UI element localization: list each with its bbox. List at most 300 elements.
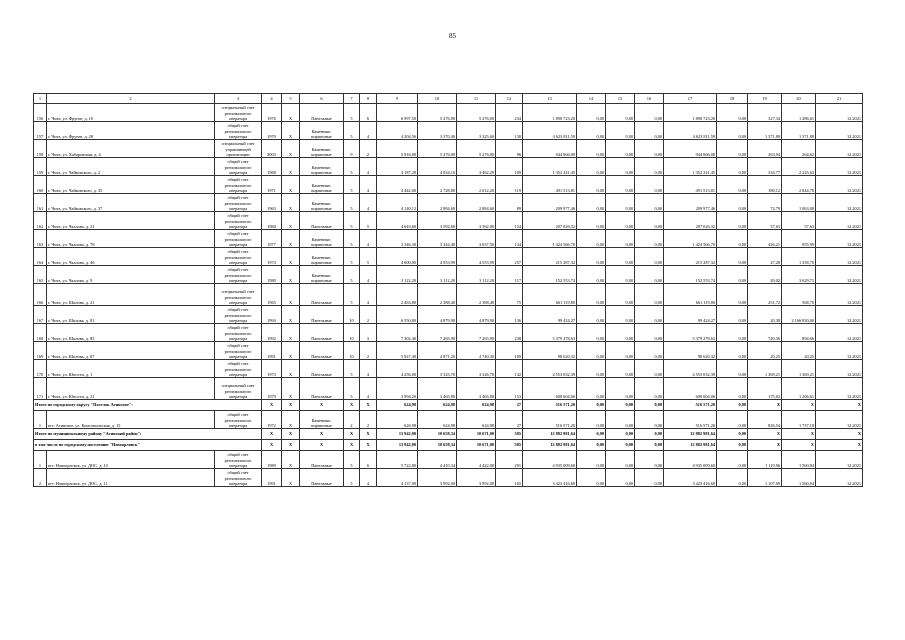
table-cell: 1980 (262, 266, 282, 284)
table-cell: 4 137,09 (377, 469, 418, 487)
table-cell: 136 (496, 306, 523, 324)
subtotal-cell: 12 882 981,64 (664, 440, 717, 451)
table-cell: 1 369,21 (782, 360, 816, 378)
table-cell: 4 879,90 (457, 306, 496, 324)
table-cell: 238 (496, 324, 523, 342)
table-cell: пгт. Новоорловск, ул. ДОС, д. 11 (47, 469, 215, 487)
table-cell: 20,25 (748, 342, 782, 360)
subtotal-cell: X (344, 440, 360, 451)
table-cell: 1984 (262, 212, 282, 230)
column-number-cell: 21 (816, 94, 863, 104)
subtotal-cell: 505 (496, 429, 523, 440)
column-number-cell: 19 (748, 94, 782, 104)
table-cell: 3 370,40 (418, 122, 457, 140)
table-cell: X (282, 284, 300, 306)
table-cell: 2 225,63 (782, 158, 816, 176)
table-cell: 109 (496, 158, 523, 176)
table-cell: 3 465,80 (418, 378, 457, 400)
table-cell: 3 465,80 (457, 378, 496, 400)
subtotal-cell: X (748, 440, 782, 451)
table-cell: 12.2021 (816, 158, 863, 176)
subtotal-cell: X (816, 400, 863, 411)
table-cell: 944 066,00 (664, 140, 717, 158)
table-cell: 0,00 (577, 342, 606, 360)
table-cell: Каменные, кирпичные (300, 194, 344, 212)
table-cell: 1968 (262, 158, 282, 176)
table-cell: 72,79 (748, 194, 782, 212)
table-cell: 5 (344, 194, 360, 212)
table-cell: 0,00 (717, 194, 748, 212)
table-cell: 207 026,32 (664, 212, 717, 230)
table-cell: 826,54 (748, 411, 782, 429)
table-cell: 0,00 (717, 284, 748, 306)
column-number-cell: 8 (360, 94, 377, 104)
table-cell: 6 (360, 451, 377, 469)
subtotal-cell: X (344, 400, 360, 411)
table-cell: 3 629,71 (782, 266, 816, 284)
table-cell: 1991 (262, 342, 282, 360)
table-cell: 0,00 (635, 324, 664, 342)
table-cell: г. Чита, ул. Фрунзе, д. 10 (47, 104, 215, 122)
subtotal-cell: X (360, 429, 377, 440)
table-cell: 10 (344, 306, 360, 324)
table-cell: общий счет регионального оператора (215, 360, 262, 378)
table-cell: 1994 (262, 306, 282, 324)
table-cell: г. Чита, ул. Чайковского, д. 2 (47, 158, 215, 176)
table-cell: 4 (360, 378, 377, 400)
table-cell: 3 346,30 (377, 230, 418, 248)
table-cell: г. Чита, ул. Чкалова, д. 46 (47, 248, 215, 266)
table-cell: 0,00 (577, 158, 606, 176)
table-cell: 1974 (262, 248, 282, 266)
table-cell: 2 884,60 (457, 194, 496, 212)
table-cell: 327,34 (748, 104, 782, 122)
table-row (34, 230, 863, 248)
table-cell: 0,00 (717, 230, 748, 248)
table-cell: 27 (496, 411, 523, 429)
table-cell: 1970 (262, 122, 282, 140)
table-cell: 3 462,29 (457, 158, 496, 176)
table-cell: 2003 (262, 140, 282, 158)
subtotal-cell: 10 671,00 (457, 440, 496, 451)
table-cell: 4 600,00 (377, 248, 418, 266)
table-cell: 207 026,32 (523, 212, 577, 230)
subtotal-cell: X (816, 440, 863, 451)
table-cell: 167 (34, 306, 47, 324)
table-cell: 1 358,70 (782, 248, 816, 266)
table-cell: 0,00 (606, 266, 635, 284)
column-number-cell: 12 (496, 94, 523, 104)
table-cell: 661 119,80 (664, 284, 717, 306)
table-cell: 189 (496, 342, 523, 360)
table-cell: 5 927,40 (377, 342, 418, 360)
table-cell: 1 352 241,45 (664, 158, 717, 176)
table-cell: 0,00 (717, 411, 748, 429)
column-number-cell: 14 (577, 94, 606, 104)
table-cell: 3 325,60 (457, 122, 496, 140)
table-cell: 264,62 (782, 140, 816, 158)
table-cell: 5 (344, 469, 360, 487)
table-cell: 0,00 (577, 451, 606, 469)
table-cell: 894,66 (782, 324, 816, 342)
table-cell: 4 553,99 (457, 248, 496, 266)
table-cell: 5 (344, 248, 360, 266)
table-cell: 162 (34, 212, 47, 230)
table-cell: 0,00 (577, 122, 606, 140)
table-cell: Каменные, кирпичные (300, 230, 344, 248)
table-cell: специальный счет регионального оператора (215, 104, 262, 122)
table-cell: 0,00 (717, 306, 748, 324)
table-cell: 4 623 811,59 (523, 122, 577, 140)
table-cell: 89 (496, 194, 523, 212)
table-cell: 944 066,00 (523, 140, 577, 158)
table-cell: 47,28 (748, 248, 782, 266)
table-cell: 0,00 (635, 158, 664, 176)
table-cell: г. Чита, ул. Фрунзе, д. 28 (47, 122, 215, 140)
table-cell: г. Чита, ул. Шилова, д. 21 (47, 284, 215, 306)
column-number-cell: 3 (215, 94, 262, 104)
table-cell: 0,00 (635, 230, 664, 248)
table-cell: 1 107,09 (748, 469, 782, 487)
table-cell: 0,00 (635, 212, 664, 230)
table-cell: 0,00 (717, 342, 748, 360)
table-cell: 57,63 (748, 212, 782, 230)
table-cell: 5 (344, 158, 360, 176)
table-cell: 6 550,80 (377, 306, 418, 324)
subtotal-cell: X (300, 440, 344, 451)
table-cell: 12.2021 (816, 469, 863, 487)
table-cell: 49,02 (748, 266, 782, 284)
table-cell: общий счет регионального оператора (215, 451, 262, 469)
table-cell: 12.2021 (816, 122, 863, 140)
table-cell: специальный счет регионального оператора (215, 284, 262, 306)
table-cell: 12.2021 (816, 378, 863, 400)
table-cell: 1 369,21 (748, 360, 782, 378)
table-cell: 180,12 (748, 176, 782, 194)
table-cell: 1972 (262, 411, 282, 429)
table-cell: г. Чита, ул. Хабаровская, д. 4 (47, 140, 215, 158)
table-cell: 5 (344, 230, 360, 248)
table-cell: 0,00 (717, 104, 748, 122)
table-row (34, 306, 863, 324)
table-cell: 1973 (262, 360, 282, 378)
table-cell: 5 (344, 266, 360, 284)
table-row (34, 284, 863, 306)
table-cell: 5 (344, 122, 360, 140)
table-cell: Каменные, кирпичные (300, 248, 344, 266)
table-cell: 3 592,60 (418, 212, 457, 230)
table-cell: X (282, 360, 300, 378)
column-number-cell: 17 (664, 94, 717, 104)
table-cell: 12.2021 (816, 411, 863, 429)
table-cell: 4 553 032,39 (523, 360, 577, 378)
table-cell: 4 422,00 (457, 451, 496, 469)
subtotal-cell: X (782, 429, 816, 440)
table-cell: 165 (496, 469, 523, 487)
table-cell: 170 (34, 360, 47, 378)
subtotal-label: Итого по городскому округу "Поселок Агинское": (34, 400, 262, 411)
table-cell: 163 (34, 230, 47, 248)
table-cell: 4 034,10 (418, 158, 457, 176)
table-cell: 3 037,50 (457, 230, 496, 248)
column-number-cell: 7 (344, 94, 360, 104)
table-cell: специальный счет управляющей организации (215, 140, 262, 158)
table-cell: 5 916,00 (377, 140, 418, 158)
table-cell: 138 (496, 122, 523, 140)
table-cell: г. Чита, ул. Чкалова, д. 31 (47, 212, 215, 230)
table-cell: 7 265,90 (418, 324, 457, 342)
table-cell: 2 612,20 (457, 176, 496, 194)
table-cell: 2 884,60 (418, 194, 457, 212)
column-number-cell: 2 (47, 94, 215, 104)
table-cell: 0,00 (606, 176, 635, 194)
table-cell: 5 722,80 (377, 451, 418, 469)
table-cell: 5 (360, 212, 377, 230)
table-row (34, 451, 863, 469)
table-cell: X (282, 266, 300, 284)
table-cell: 1 286,61 (782, 104, 816, 122)
table-cell: 2 463,80 (377, 284, 418, 306)
subtotal-cell: X (300, 429, 344, 440)
table-cell: 0,00 (606, 104, 635, 122)
table-cell: 96 (496, 140, 523, 158)
column-number-cell: 1 (34, 94, 47, 104)
table-cell: Панельные (300, 284, 344, 306)
table-cell: 0,00 (577, 194, 606, 212)
table-row (34, 266, 863, 284)
subtotal-cell: 516 571,20 (523, 400, 577, 411)
table-cell: общий счет регионального оператора (215, 176, 262, 194)
table-cell: 3 325,70 (418, 360, 457, 378)
table-cell: 2 (34, 469, 47, 487)
table-row (34, 140, 863, 158)
table-cell: 0,00 (635, 451, 664, 469)
subtotal-cell: 0,00 (606, 400, 635, 411)
table-cell: 0,00 (606, 230, 635, 248)
table-cell: Панельные (300, 469, 344, 487)
subtotal-cell: X (344, 429, 360, 440)
table-cell: 0,00 (635, 342, 664, 360)
table-cell: 57,63 (782, 212, 816, 230)
table-cell: 5 (344, 104, 360, 122)
table-cell: Панельные (300, 324, 344, 342)
table-cell: 3 (360, 324, 377, 342)
table-cell: 0,00 (606, 122, 635, 140)
table-cell: 3 112,20 (418, 266, 457, 284)
table-cell: 608 604,06 (523, 378, 577, 400)
table-cell: 166 (34, 284, 47, 306)
table-cell: 0,00 (717, 140, 748, 158)
table-cell: пгт. Новоорловск, ул. ДОС, д. 10 (47, 451, 215, 469)
table-row (34, 342, 863, 360)
table-cell: 257 (496, 248, 523, 266)
table-cell: 0,00 (717, 266, 748, 284)
table-cell: общий счет регионального оператора (215, 158, 262, 176)
table-cell: 0,00 (577, 230, 606, 248)
subtotal-label: Итого по муниципальному району "Агинский район": (34, 429, 262, 440)
table-cell: 12.2021 (816, 140, 863, 158)
table-cell: 0,00 (606, 378, 635, 400)
table-cell: 1 424 566,70 (523, 230, 577, 248)
table-cell: общий счет регионального оператора (215, 122, 262, 140)
table-cell: Панельные (300, 451, 344, 469)
column-number-cell: 13 (523, 94, 577, 104)
table-cell: 4 935 009,60 (664, 451, 717, 469)
table-row (34, 122, 863, 140)
table-cell: 568,70 (782, 284, 816, 306)
table-cell: Панельные (300, 212, 344, 230)
table-cell: 3 122,20 (377, 266, 418, 284)
table-cell: 1 063,00 (782, 194, 816, 212)
table-cell: 134 (496, 230, 523, 248)
table-row (34, 360, 863, 378)
subtotal-cell: 0,00 (606, 429, 635, 440)
table-cell: 12.2021 (816, 324, 863, 342)
table-cell: 0,00 (606, 451, 635, 469)
subtotal-cell: 516 571,20 (664, 400, 717, 411)
table-cell: 608 604,06 (664, 378, 717, 400)
table-cell: г. Чита, ул. Юности, д. 1 (47, 360, 215, 378)
table-cell: 0,00 (577, 176, 606, 194)
table-cell: 0,00 (635, 248, 664, 266)
table-cell: 142 (496, 360, 523, 378)
table-cell: 0,00 (635, 176, 664, 194)
table-cell: 1976 (262, 104, 282, 122)
table-cell: 0,00 (606, 324, 635, 342)
table-cell: 0,00 (606, 248, 635, 266)
table-cell: 12.2021 (816, 451, 863, 469)
table-cell: Каменные, кирпичные (300, 140, 344, 158)
table-cell: 4 553,99 (418, 248, 457, 266)
subtotal-cell: X (262, 400, 282, 411)
table-cell: 0,00 (606, 284, 635, 306)
subtotal-row (34, 429, 863, 440)
table-cell: 0,00 (606, 306, 635, 324)
table-row (34, 378, 863, 400)
subtotal-cell: 0,00 (577, 400, 606, 411)
column-number-cell: 11 (457, 94, 496, 104)
table-cell: X (282, 104, 300, 122)
table-cell: 171 (34, 378, 47, 400)
table-cell: 1 (34, 411, 47, 429)
table-row (34, 411, 863, 429)
table-cell: 626,98 (377, 411, 418, 429)
table-cell: 169 (34, 342, 47, 360)
table-cell: Каменные, кирпичные (300, 411, 344, 429)
subtotal-cell: 0,00 (635, 440, 664, 451)
table-cell: 1 119,96 (748, 451, 782, 469)
table-cell: 2 388,40 (418, 284, 457, 306)
table-cell: 7 302,40 (377, 324, 418, 342)
table-cell: 20,25 (782, 342, 816, 360)
table-row (34, 248, 863, 266)
table-cell: 7 265,90 (457, 324, 496, 342)
table-cell: 2 (344, 411, 360, 429)
subtotal-cell: X (816, 429, 863, 440)
table-cell: 12.2021 (816, 248, 863, 266)
table-cell: 4 140,12 (377, 194, 418, 212)
table-cell: общий счет регионального оператора (215, 212, 262, 230)
table-row (34, 212, 863, 230)
table-cell: 1 206,61 (782, 378, 816, 400)
table-cell: 3 342,40 (418, 230, 457, 248)
table-cell: 4 935 009,60 (523, 451, 577, 469)
subtotal-cell: 0,00 (717, 440, 748, 451)
table-cell: 175,63 (748, 378, 782, 400)
table-cell: 20,38 (748, 306, 782, 324)
table-cell: 5 276,00 (418, 104, 457, 122)
table-cell: 0,00 (635, 284, 664, 306)
column-number-cell: 16 (635, 94, 664, 104)
table-row (34, 194, 863, 212)
table-cell: 0,00 (577, 360, 606, 378)
table-cell: 4 553 032,39 (664, 360, 717, 378)
subtotal-row (34, 400, 863, 411)
table-cell: 165 (34, 266, 47, 284)
table-cell: 3 562,00 (457, 212, 496, 230)
column-number-cell: 9 (377, 94, 418, 104)
table-cell: 1 424 566,70 (664, 230, 717, 248)
table-cell: X (282, 248, 300, 266)
table-cell: 0,00 (577, 306, 606, 324)
table-cell: 4 (360, 122, 377, 140)
table-cell: 5 276,00 (457, 104, 496, 122)
table-cell: 119 (496, 176, 523, 194)
table-cell: X (282, 324, 300, 342)
subtotal-cell: 12 882 981,64 (523, 429, 577, 440)
table-cell: 117 (496, 266, 523, 284)
table-cell: Каменные, кирпичные (300, 266, 344, 284)
table-cell: 9 (344, 140, 360, 158)
table-cell: общий счет регионального оператора (215, 194, 262, 212)
table-cell: 0,00 (717, 122, 748, 140)
table-cell: 12.2021 (816, 266, 863, 284)
table-cell: 4 256,00 (377, 360, 418, 378)
table-cell: общий счет регионального оператора (215, 324, 262, 342)
table-cell: 209 977,46 (523, 194, 577, 212)
subtotal-cell: 10 658,34 (418, 440, 457, 451)
register-table-container (33, 93, 862, 487)
table-cell: 4 (360, 266, 377, 284)
table-cell: 0,00 (717, 158, 748, 176)
table-cell: 12.2021 (816, 230, 863, 248)
table-cell: 516 571,20 (664, 411, 717, 429)
table-cell: г. Чита, ул. Чкалова, д. 78 (47, 230, 215, 248)
table-cell: 0,00 (577, 266, 606, 284)
table-cell: 154 (496, 212, 523, 230)
table-cell: 5 276,00 (457, 140, 496, 158)
table-cell: 99 424,27 (664, 306, 717, 324)
table-cell: 0,00 (606, 469, 635, 487)
table-row (34, 158, 863, 176)
table-cell: 157 (34, 122, 47, 140)
table-cell: X (282, 140, 300, 158)
column-number-cell: 10 (418, 94, 457, 104)
table-cell: 0,00 (635, 104, 664, 122)
subtotal-label: в том числе по городскому поселению "Новоорловск" (34, 440, 262, 451)
table-cell: 3 423 416,60 (664, 469, 717, 487)
table-cell: 0,00 (577, 104, 606, 122)
table-cell: 5 (344, 378, 360, 400)
table-cell: 263,94 (748, 140, 782, 158)
table-cell: 1 737,18 (782, 411, 816, 429)
table-cell: 3 994,20 (377, 378, 418, 400)
table-cell: Каменные, кирпичные (300, 176, 344, 194)
table-cell: X (282, 451, 300, 469)
table-row (34, 176, 863, 194)
table-cell: 2 728,80 (418, 176, 457, 194)
table-cell: 0,00 (577, 469, 606, 487)
